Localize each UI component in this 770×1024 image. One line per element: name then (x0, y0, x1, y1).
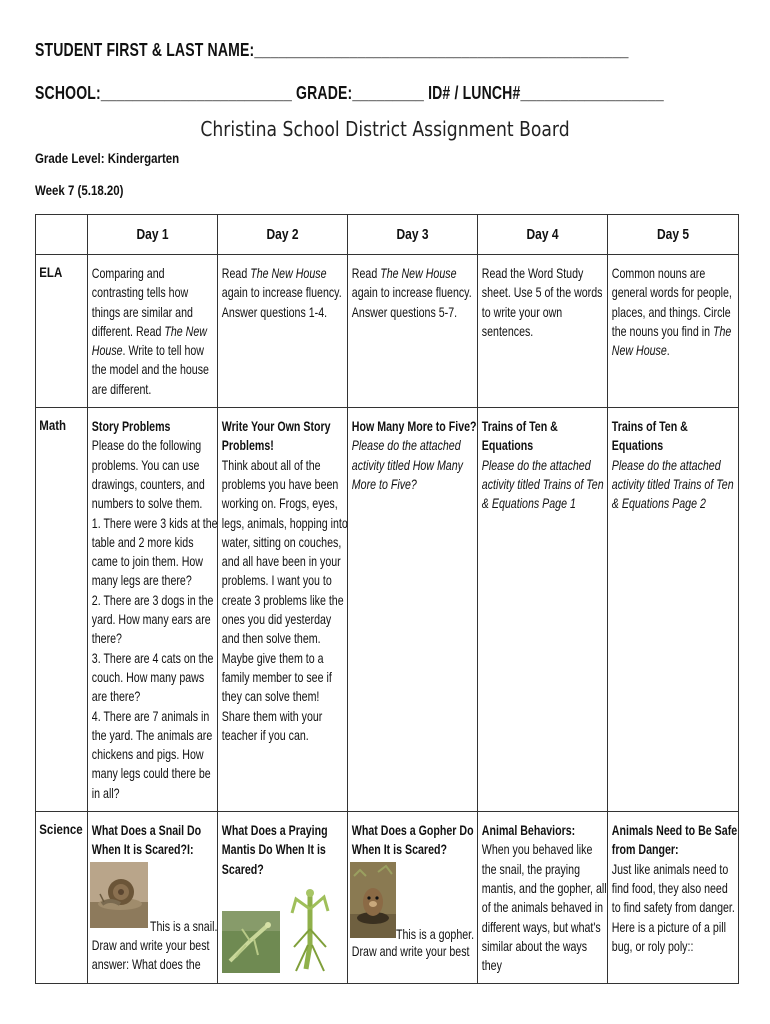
book-title: The New House (250, 265, 327, 281)
day-header-3 (348, 215, 478, 255)
day-header-1 (88, 215, 218, 255)
ela-day3-cell: Read The New House again to increase fluency. Answer questions 5-7. (348, 255, 478, 408)
subject-cell-science (36, 812, 88, 984)
assignment-board-table (35, 214, 739, 984)
assignment-title: What Does a Snail Do When It is Scared?I: (91, 822, 202, 858)
book-title: The New House (380, 265, 457, 281)
science-row (36, 812, 739, 984)
math-day1-cell: Story Problems Please do the following problems. You can use drawings, counters, and numbers to solve them. 1. There were 3 kids at the table and 2 more kids came to join them. How many legs are there? 2. There are 3 dogs in the yard. How many ears are there? 3. There are 4 cats on the couch. How many paws are there? 4. There are 7 animals in the yard. The animals are chickens and pigs. How many legs could there be in all? (88, 408, 218, 812)
assignment-title: Animal Behaviors: (481, 822, 576, 839)
day-header-2 (218, 215, 348, 255)
science-day5-cell: Animals Need to Be Safe from Danger: Just like animals need to find food, they also need to find safety from danger. Here is a picture of a pill bug, or roly poly:: (608, 812, 739, 984)
ela-day5-cell: Common nouns are general words for people, places, and things. Circle the nouns you find in The New House. (608, 255, 739, 408)
page-title: Christina School District Assignment Board (200, 117, 570, 141)
corner-cell (36, 215, 88, 255)
day-header-row (36, 215, 739, 255)
science-day4-cell: Animal Behaviors: When you behaved like the snail, the praying mantis, and the gopher, all of the animals behaved in different ways, but what's similar about the ways they (478, 812, 608, 984)
image-caption: This is a gopher. (396, 925, 475, 942)
day-label: Day 4 (526, 226, 559, 243)
assignment-title: Trains of Ten & Equations (481, 418, 558, 454)
assignment-title: How Many More to Five? (351, 418, 477, 435)
praying-mantis-drawing-icon (284, 885, 336, 977)
science-day3-cell: What Does a Gopher Do When It is Scared? This is a gopher. Draw and write your best (348, 812, 478, 984)
image-caption: This is a snail. (150, 917, 218, 934)
ela-day1-cell: Comparing and contrasting tells how things are similar and different. Read The New House. Write to tell how the model and the house are different. (88, 255, 218, 408)
subject-label: Math (39, 417, 67, 434)
subject-label: Science (39, 821, 83, 838)
praying-mantis-photo-icon (222, 911, 280, 973)
science-day2-cell (218, 812, 348, 984)
ela-row (36, 255, 739, 408)
assignment-title: Write Your Own Story Problems! (221, 418, 331, 454)
subject-cell-math (36, 408, 88, 812)
school-grade-id-line: SCHOOL:________________________ GRADE:_________ ID# / LUNCH#__________________ (35, 83, 664, 103)
assignment-title: Trains of Ten & Equations (611, 418, 688, 454)
assignment-title: Story Problems (91, 418, 171, 435)
subject-cell-ela (36, 255, 88, 408)
math-day4-cell: Trains of Ten & Equations Please do the attached activity titled Trains of Ten & Equations Page 1 (478, 408, 608, 812)
day-label: Day 2 (266, 226, 299, 243)
day-label: Day 1 (136, 226, 169, 243)
math-day5-cell: Trains of Ten & Equations Please do the attached activity titled Trains of Ten & Equations Page 2 (608, 408, 739, 812)
day-label: Day 5 (656, 226, 690, 243)
day-header-5 (608, 215, 739, 255)
assignment-title: What Does a Praying Mantis Do When It is Scared? (221, 822, 328, 877)
week-label: Week 7 (5.18.20) (35, 182, 124, 198)
assignment-title: Animals Need to Be Safe from Danger: (611, 822, 738, 858)
math-row (36, 408, 739, 812)
subject-label: ELA (39, 264, 63, 280)
ela-day4-cell: Read the Word Study sheet. Use 5 of the words to write your own sentences. (478, 255, 608, 408)
snail-photo-icon (90, 862, 148, 928)
assignment-title: What Does a Gopher Do When It is Scared? (351, 822, 474, 858)
student-name-line: STUDENT FIRST & LAST NAME:_______________________________________________ (35, 40, 629, 60)
day-label: Day 3 (396, 226, 429, 243)
science-day1-cell: What Does a Snail Do When It is Scared?I: This is a snail. Draw and write your best answer: What does the (88, 812, 218, 984)
day-header-4 (478, 215, 608, 255)
grade-level: Grade Level: Kindergarten (35, 150, 180, 166)
ela-day2-cell: Read The New House again to increase fluency. Answer questions 1-4. (218, 255, 348, 408)
book-title: The New House (91, 322, 207, 359)
book-title: The New House (611, 322, 732, 359)
math-day3-cell: How Many More to Five? Please do the attached activity titled How Many More to Five? (348, 408, 478, 812)
math-day2-cell: Write Your Own Story Problems! Think about all of the problems you have been working on. Frogs, eyes, legs, animals, hopping into water, sitting on couches, and all have been in your problems. I want you to create 3 problems like the ones you did yesterday and then solve them. Maybe give them to a family member to see if they can solve them! Share them with your teacher if you can. (218, 408, 348, 812)
gopher-photo-icon (350, 862, 396, 938)
